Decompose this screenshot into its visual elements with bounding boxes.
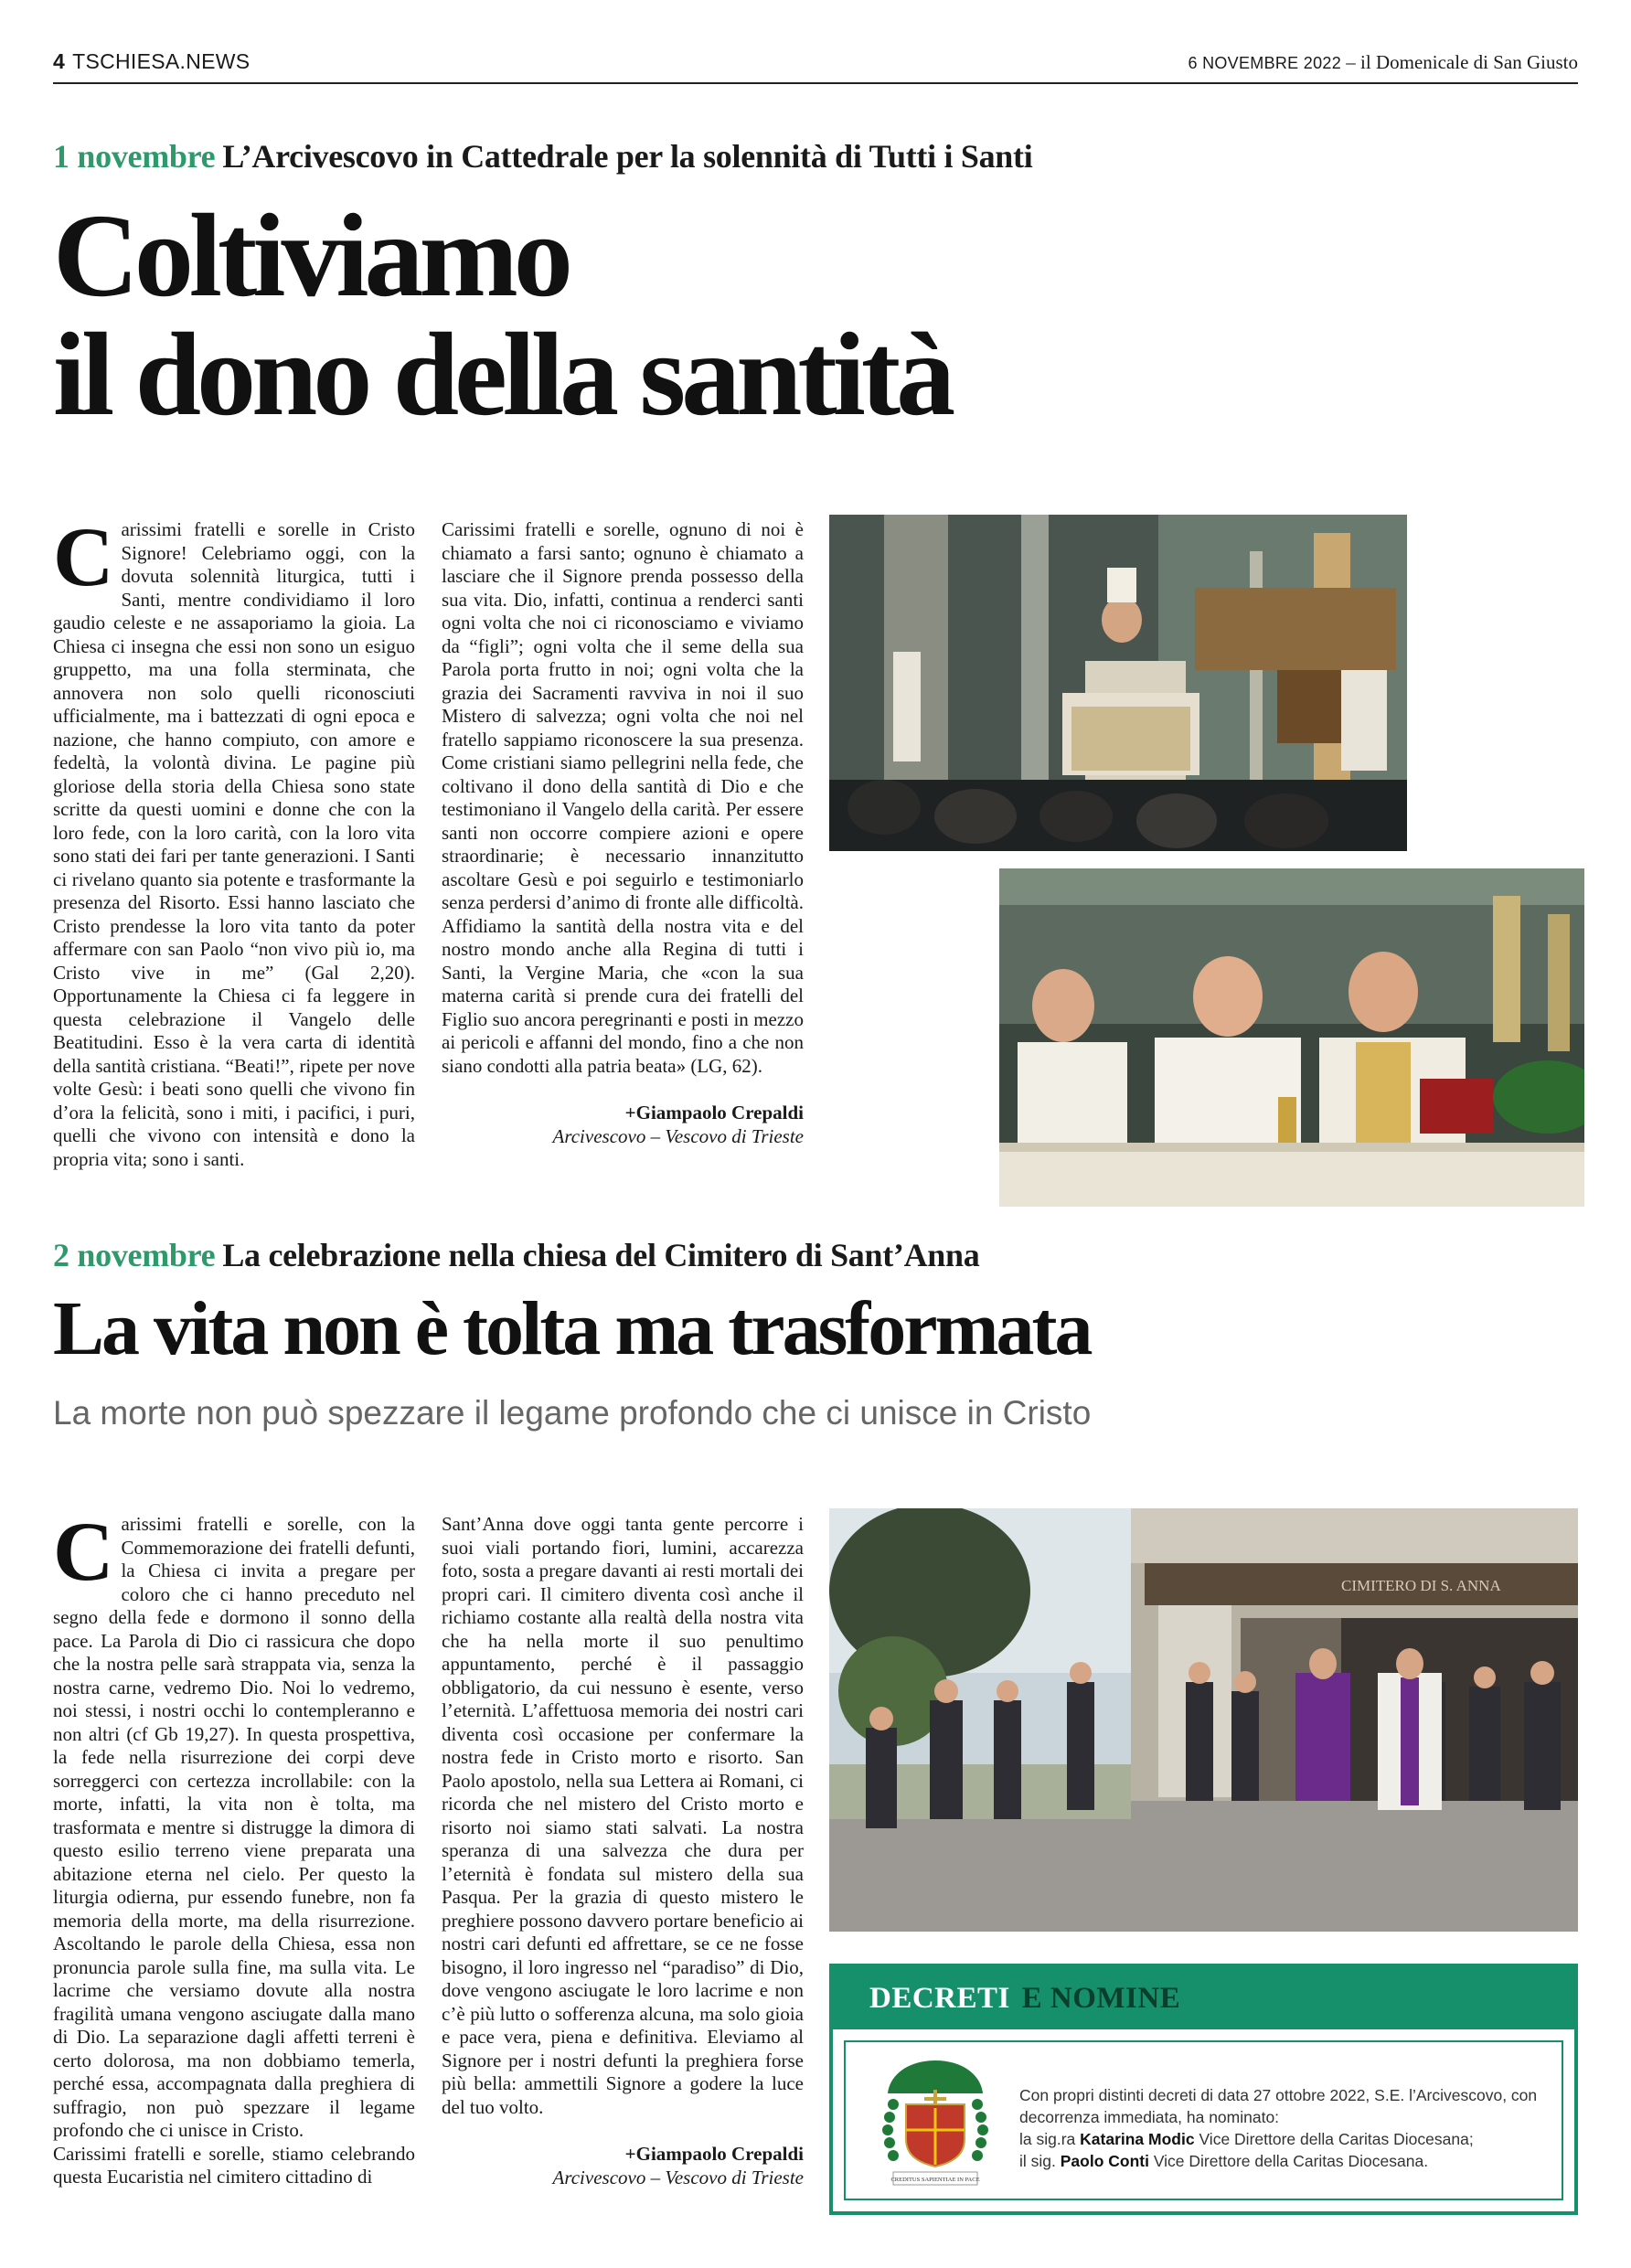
article2-column2 bbox=[442, 1513, 804, 2189]
article1-date: 1 novembre bbox=[53, 138, 216, 175]
photo-cemetery-church bbox=[829, 1508, 1578, 1932]
article2-subheadline: La morte non può spezzare il legame profondo che ci unisce in Cristo bbox=[53, 1394, 1092, 1432]
article2-column1 bbox=[53, 1505, 415, 2189]
article1-headline bbox=[53, 190, 952, 441]
article2-signature-name: +Giampaolo Crepaldi bbox=[624, 2143, 804, 2165]
article2-signature bbox=[442, 2143, 804, 2189]
article1-column2 bbox=[442, 518, 804, 1148]
article2-col2-text: Sant’Anna dove oggi tanta gente percorre i suoi viali portando fiori, lumini, accarezza foto, sosta a pregare davanti ai resti mortali dei propri cari. Il cimitero diventa così anche il richiamo costante alla realtà della nostra vita che ha nella morte il suo penultimo appuntamento, perché è il passaggio obbligatorio, da cui nessuno è esente, verso l’eternità. L’affettuosa memoria dei nostri cari diventa così occasione per confermare la nostra fede in Cristo morto e risorto. San Paolo apostolo, nella sua Lettera ai Romani, ci ricorda che nel mistero del Cristo morto e risorto noi siamo stati salvati. La nostra speranza di una salvezza che dura per l’eternità è fondata sul mistero della sua Pasqua. Per la grazia di questo mistero le preghiere possono davvero portare beneficio ai nostri cari defunti ed affrettare, se ce ne fosse bisogno, il loro ingresso nel “paradiso” di Dio, dove vengono asciugate le loro lacrime e non c’è più lutto o sofferenza alcuna, ma solo gioia e pace vera, piena e definitiva. Eleviamo al Signore per i nostri defunti la preghiera forse più bella: ammettili Signore a godere la luce del tuo volto. bbox=[442, 1513, 804, 2118]
nomination-2-role: Vice Direttore della Caritas Diocesana. bbox=[1148, 2152, 1429, 2170]
header-separator: – bbox=[1341, 51, 1361, 73]
article1-kicker-text: L’Arcivescovo in Cattedrale per la solennità di Tutti i Santi bbox=[222, 138, 1033, 175]
article2-col1-text: arissimi fratelli e sorelle, con la Commemorazione dei fratelli defunti, la Chiesa ci invita a pregare per coloro che ci hanno preceduto nel segno della fede e dormono il sonno della pace. La Parola di Dio ci rassicura che dopo che la nostra pelle sarà strappata via, senza la nostra carne, vedremo Dio. Noi lo vedremo, noi stessi, i nostri occhi lo contempleranno e non altri (cf Gb 19,27). In questa prospettiva, la fede nella risurrezione dei corpi deve sorreggerci con certezza incrollabile: con la morte, infatti, la vita non è tolta, ma trasformata e mentre si distrugge la dimora di questo esilio terreno viene preparata una abitazione eterna nel cielo. Per questo la liturgia odierna, pur essendo funebre, non fa memoria della morte, ma della risurrezione. Ascoltando le parole della Chiesa, essa non pronuncia parole sulla fine, ma sulla vita. Le lacrime che versiamo dovute alla nostra fragilità umana vengono asciugate dalla mano di Dio. La separazione dagli affetti terreni è certo dolorosa, ma non dobbiamo temerla, perché essa, accompagnata dalla preghiera di suffragio, non può spezzare il legame profondo che ci unisce in Cristo. bbox=[53, 1513, 415, 2141]
decreti-content bbox=[844, 2040, 1563, 2200]
article1-col1-text: arissimi fratelli e sorelle in Cristo Signore! Celebriamo oggi, con la dovuta solennità liturgica, tutti i Santi, mentre condividiamo il loro gaudio celeste e ne assaporiamo la gioia. La Chiesa ci insegna che essi non sono un esiguo gruppetto, ma una folla sterminata, che annovera non solo quelli riconosciuti ufficialmente, ma i battezzati di ogni epoca e nazione, che hanno compiuto, con amore e fedeltà, la volontà divina. Le pagine più gloriose della storia della Chiesa sono state scritte da questi uomini e donne che con la loro fede, con la loro carità, con la loro vita sono stati dei fari per tante generazioni. I Santi ci rivelano quanto sia potente e trasformante la presenza del Risorto. Essi hanno lasciato che Cristo prendesse la loro vita tanto da poter affermare con san Paolo “non vivo più io, ma Cristo vive in me” (Gal 2,20). Opportunamente la Chiesa ci fa leggere in questa celebrazione il Vangelo delle Beatitudini. Esso è la vera carta di identità della santità cristiana. “Beati!”, ripete per nove volte Gesù: i beati sono quelli che vivono fin d’ora la felicità, sono i miti, i pacifici, i puri, quelli che vivono con intensità e dono la propria vita; sono i santi. bbox=[53, 518, 415, 1170]
article1-column1 bbox=[53, 510, 415, 1171]
article2-kicker bbox=[53, 1236, 979, 1274]
article1-signature-role: Arcivescovo – Vescovo di Trieste bbox=[552, 1124, 804, 1147]
nomination-2-prefix: il sig. bbox=[1019, 2152, 1061, 2170]
site-name[interactable]: TSCHIESA.NEWS bbox=[72, 49, 251, 73]
cemetery-sign-text: CIMITERO DI S. ANNA bbox=[1341, 1577, 1501, 1594]
decreti-nomination-2 bbox=[1019, 2150, 1540, 2172]
nomination-1-role: Vice Direttore della Caritas Diocesana; bbox=[1194, 2130, 1474, 2148]
photo-altar-celebration bbox=[999, 868, 1584, 1207]
page-header bbox=[53, 48, 1578, 84]
article1-signature-name: +Giampaolo Crepaldi bbox=[624, 1102, 804, 1123]
page-number: 4 bbox=[53, 49, 66, 73]
issue-date: 6 NOVEMBRE 2022 bbox=[1188, 54, 1342, 72]
nomination-2-name: Paolo Conti bbox=[1060, 2152, 1149, 2170]
crest-motto: CREDITUS SAPIENTIAE IN PACE bbox=[890, 2177, 980, 2183]
article1-col2-text: Carissimi fratelli e sorelle, ognuno di noi è chiamato a farsi santo; ognuno è chiamato a lasciare che il Signore prenda possesso della sua vita. Dio, infatti, continua a renderci santi ogni volta che noi ci riconosciamo e viviamo da “figli”; ogni volta che il seme della sua Parola porta frutto in noi; ogni volta che la grazia dei Sacramenti ravviva in noi il suo Mistero di salvezza; ogni volta che noi nel fratello sappiamo riconoscere la sua presenza. Come cristiani siamo pellegrini nella fede, che coltivano il dono della santità di Dio e che testimoniano il Vangelo della carità. Per essere santi non occorre compiere azioni e opere straordinarie; è necessario innanzitutto ascoltare Gesù e poi seguirlo e testimoniarlo senza perdersi d’animo di fronte alle difficoltà. Affidiamo la santità della nostra vita e del nostro mondo anche alla Regina di tutti i Santi, la Vergine Maria, che «con la sua materna carità si prende cura dei fratelli del Figlio suo ancora peregrinanti e posti in mezzo ai pericoli e affanni del mondo, fino a che non siano condotti alla patria beata» (LG, 62). bbox=[442, 518, 804, 1077]
publication-name: il Domenicale di San Giusto bbox=[1360, 51, 1578, 73]
archbishop-crest-icon bbox=[880, 2057, 990, 2192]
article1-headline-line1: Coltiviamo bbox=[53, 190, 569, 322]
decreti-intro: Con propri distinti decreti di data 27 ottobre 2022, S.E. l’Arcivescovo, con decorrenza immediata, ha nominato: bbox=[1019, 2086, 1538, 2126]
article2-dropcap: C bbox=[53, 1505, 114, 1598]
decreti-box bbox=[829, 1964, 1578, 2215]
article1-dropcap: C bbox=[53, 510, 114, 603]
article2-headline: La vita non è tolta ma trasformata bbox=[53, 1286, 1091, 1371]
photo-bishop-at-ambo bbox=[829, 515, 1407, 851]
article1-kicker bbox=[53, 137, 1032, 176]
article2-col1-text-b: Carissimi fratelli e sorelle, stiamo celebrando questa Eucaristia nel cimitero cittadino di bbox=[53, 2142, 415, 2188]
article2-kicker-text: La celebrazione nella chiesa del Cimitero di Sant’Anna bbox=[222, 1237, 980, 1273]
decreti-text bbox=[1019, 2084, 1540, 2172]
nomination-1-name: Katarina Modic bbox=[1080, 2130, 1195, 2148]
header-left bbox=[53, 49, 250, 74]
article2-signature-role: Arcivescovo – Vescovo di Trieste bbox=[552, 2166, 804, 2188]
decreti-title-bar bbox=[833, 1967, 1574, 2029]
article1-headline-line2: il dono della santità bbox=[53, 309, 952, 441]
article1-signature bbox=[442, 1102, 804, 1148]
nomination-1-prefix: la sig.ra bbox=[1019, 2130, 1081, 2148]
article2-date: 2 novembre bbox=[53, 1237, 216, 1273]
header-right bbox=[1188, 51, 1578, 74]
decreti-title: DECRETI bbox=[869, 1982, 1010, 2015]
decreti-nomination-1 bbox=[1019, 2128, 1540, 2150]
nomine-title: E NOMINE bbox=[1021, 1982, 1181, 2015]
